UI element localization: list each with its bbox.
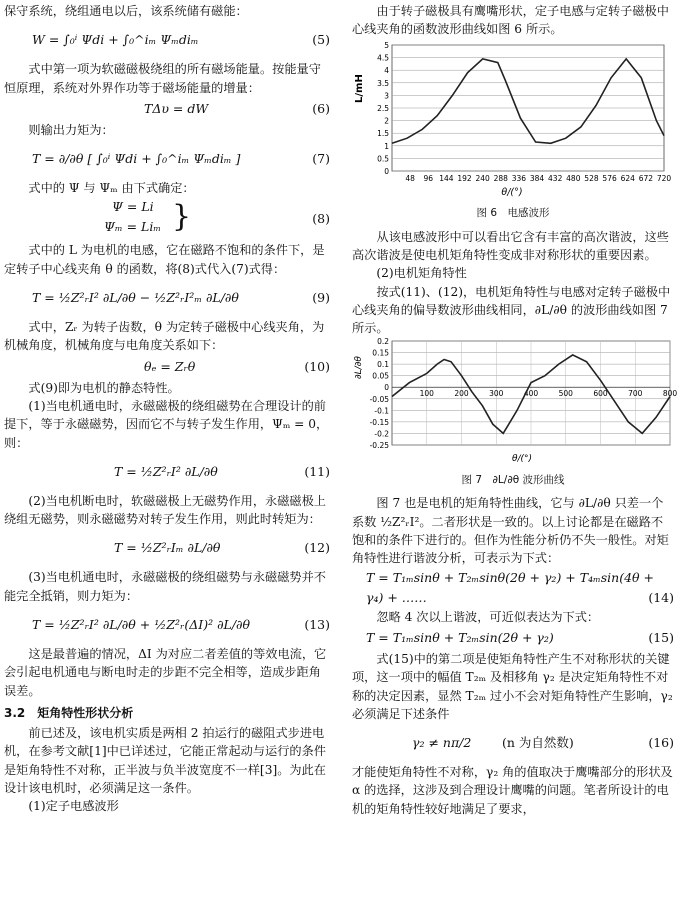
equation-16-condition: (n 为自然数) [502, 735, 574, 751]
equation-16-formula: γ₂ ≠ nπ/2 [412, 735, 472, 751]
x-tick-label: 100 [419, 389, 434, 399]
left-p4: 式中的 Ψ 与 Ψₘ 由下式确定： [28, 181, 195, 196]
x-tick-label: 288 [493, 173, 508, 183]
equation-11 [4, 452, 330, 492]
left-p12: 前已述及，该电机实质是两相 2 拍运行的磁阻式步进电机，在参考文献[1]中已详述过，它能正常起动与运行的条件是矩角特性不对称，正半波与负半波宽度不一样[3]。为此在设计该电机时，必须满足这一条件。 [4, 725, 326, 795]
left-p3: 则输出力矩为： [28, 122, 114, 137]
figure-6-caption: 图 6 电感波形 [476, 206, 550, 219]
equation-11-formula: T = ½Z²ᵣI² ∂L/∂θ [114, 463, 218, 479]
right-p3: (2)电机矩角特性 [376, 266, 467, 281]
x-tick-label: 144 [439, 173, 454, 183]
y-tick-label: -0.2 [374, 429, 389, 439]
y-tick-label: 4.5 [377, 53, 389, 63]
x-tick-label: 528 [584, 173, 599, 183]
x-tick-label: 500 [558, 389, 573, 399]
left-p6: 式中，Zᵣ 为转子齿数，θ 为定转子磁极中心线夹角，为机械角度，机械角度与电角度关系如下： [4, 320, 325, 353]
equation-13 [4, 605, 330, 645]
right-p2: 从该电感波形中可以看出它含有丰富的高次谐波，这些高次谐波是使电机矩角特性变成非对称形状的重要因素。 [352, 229, 669, 262]
equation-10 [4, 355, 330, 379]
section-heading: 3.2 矩角特性形状分析 [4, 705, 134, 720]
x-tick-label: 576 [602, 173, 617, 183]
figure-6-xlabel: θ/(°) [501, 186, 523, 198]
x-tick-label: 800 [662, 389, 678, 399]
left-p2: 式中第一项为软磁磁极绕组的所有磁场能量。按能量守恒原理，系统对外界作功等于磁场能量的增量： [4, 62, 321, 95]
y-tick-label: 0 [384, 383, 389, 393]
x-tick-label: 300 [489, 389, 504, 399]
y-tick-label: 3.5 [377, 78, 389, 88]
figure-6-chart [352, 39, 674, 199]
equation-6-number: (6) [312, 100, 330, 116]
left-p13: (1)定子电感波形 [28, 799, 119, 814]
left-p8: (1)当电机通电时，永磁磁极的绕组磁势在合理设计的前提下，等于永磁磁势，因而它不与转子发生作用，Ψₘ = 0，则： [4, 398, 329, 450]
figure-6-series-line [392, 58, 664, 142]
x-tick-label: 700 [628, 389, 643, 399]
right-column [352, 2, 678, 818]
x-tick-label: 200 [454, 389, 469, 399]
equation-8 [4, 197, 330, 241]
left-p9: (2)当电机断电时，软磁磁极上无磁势作用，永磁磁极上绕组无磁势，则永磁磁势对转子发生作用，则此时转矩为： [4, 493, 326, 527]
right-p4: 按式(11)、(12)，电机矩角特性与电感对定转子磁极中心线夹角的偏导数波形曲线相同，∂L/∂θ 的波形曲线如图 7 所示。 [352, 284, 671, 336]
equation-7-formula: T = ∂/∂θ [ ∫₀ⁱ Ψdi + ∫₀^iₘ Ψₘdiₘ ] [32, 151, 241, 167]
equation-14-formula: T = T₁ₘsinθ + T₂ₘsinθ(2θ + γ₂) + T₄ₘsin(4θ + γ₄) + …… [366, 569, 655, 605]
equation-13-number: (13) [304, 617, 330, 633]
right-p8: 才能使矩角特性不对称，γ₂ 角的值取决于鹰嘴部分的形状及 α 的选择，这涉及到合理设计鹰嘴的问题。笔者所设计的电机的矩角特性较好地满足了要求， [352, 765, 673, 816]
figure-6-ylabel: L/mH [354, 73, 365, 103]
left-column [4, 2, 330, 815]
x-tick-label: 192 [457, 173, 472, 183]
equation-8-line2: Ψₘ = Liₘ [104, 219, 162, 235]
x-tick-label: 96 [423, 173, 434, 183]
equation-12 [4, 528, 330, 568]
x-tick-label: 672 [638, 173, 654, 183]
figure-7-ylabel: ∂L/∂θ [354, 356, 364, 380]
equation-14-number: (14) [648, 589, 674, 605]
x-tick-label: 48 [405, 173, 415, 183]
right-p5: 图 7 也是电机的矩角特性曲线，它与 ∂L/∂θ 只差一个系数 ½Z²ᵣI²。二者形状是一致的。以上讨论都是在磁路不饱和的条件下进行的。但作为性能分析仍不失一般性。对矩角特性进行谐波分析，可表示为下式： [352, 496, 669, 566]
equation-10-number: (10) [304, 358, 330, 374]
y-tick-label: 1 [384, 141, 389, 151]
y-tick-label: 0.15 [372, 348, 389, 358]
x-tick-label: 720 [656, 173, 672, 183]
left-p10: (3)当电机通电时，永磁磁极的绕组磁势与永磁磁势并不能完全抵销，则力矩为： [4, 570, 326, 603]
y-tick-label: 0.05 [372, 372, 389, 382]
equation-15 [352, 626, 674, 650]
equation-5-number: (5) [312, 32, 330, 48]
left-p7: 式(9)即为电机的静态特性。 [28, 380, 180, 395]
equation-5-formula: W = ∫₀ⁱ Ψdi + ∫₀^iₘ Ψₘdiₘ [32, 32, 199, 48]
equation-9 [4, 278, 330, 318]
equation-15-number: (15) [648, 629, 674, 645]
y-tick-label: 2.5 [377, 103, 389, 113]
equation-8-line1: Ψ = Li [112, 199, 154, 215]
y-tick-label: 0.2 [377, 337, 389, 347]
x-tick-label: 336 [511, 173, 527, 183]
x-tick-label: 624 [620, 173, 635, 183]
y-tick-label: 5 [384, 40, 389, 50]
equation-15-formula: T = T₁ₘsinθ + T₂ₘsin(2θ + γ₂) [366, 629, 554, 645]
equation-7-number: (7) [312, 151, 330, 167]
y-tick-label: -0.1 [374, 406, 389, 416]
equation-16 [352, 723, 674, 763]
brace-symbol: } [172, 199, 192, 235]
left-p5: 式中的 L 为电机的电感，它在磁路不饱和的条件下，是定转子中心线夹角 θ 的函数，将(8)式代入(7)式得： [4, 243, 325, 276]
x-tick-label: 240 [475, 173, 490, 183]
y-tick-label: -0.25 [369, 441, 389, 451]
right-p7: 式(15)中的第二项是使矩角特性产生不对称形状的关键项，这一项中的幅值 T₂ₘ 及相移角 γ₂ 是决定矩角特性不对称的决定因素，显然 T₂ₘ 过小不会对矩角特性产生影响，γ₂ 必须满足下述条件 [352, 651, 673, 721]
y-tick-label: 2 [384, 116, 389, 126]
equation-8-number: (8) [312, 211, 330, 227]
y-tick-label: 0.1 [377, 360, 389, 370]
figure-7 [352, 337, 678, 488]
equation-6 [4, 97, 330, 121]
right-p6: 忽略 4 次以上谐波，可近似表达为下式： [376, 609, 600, 624]
x-tick-label: 480 [566, 173, 581, 183]
left-p11: 这是最普遍的情况，ΔI 为对应二者差值的等效电流，它会引起电机通电与断电时走的步距不完全相等，造成步距角误差。 [4, 647, 327, 698]
equation-6-formula: TΔυ = dW [144, 100, 209, 116]
figure-6 [352, 39, 674, 222]
equation-10-formula: θₑ = Zᵣθ [144, 358, 196, 374]
equation-9-formula: T = ½Z²ᵣI² ∂L/∂θ − ½Z²ᵣI²ₘ ∂L/∂θ [32, 290, 239, 306]
equation-7 [4, 139, 330, 179]
equation-11-number: (11) [304, 463, 330, 479]
left-p1: 保守系统，绕组通电以后，该系统储有磁能： [4, 4, 248, 18]
equation-14 [352, 568, 674, 608]
equation-16-number: (16) [648, 735, 674, 751]
y-tick-label: 0.5 [377, 153, 389, 163]
figure-7-caption: 图 7 ∂L/∂θ 波形曲线 [461, 473, 565, 486]
x-tick-label: 400 [523, 389, 539, 399]
equation-9-number: (9) [312, 290, 330, 306]
right-p1: 由于转子磁极具有鹰嘴形状，定子电感与定转子磁极中心线夹角的函数波形曲线如图 6 所示。 [352, 4, 669, 37]
y-tick-label: 0 [384, 166, 389, 176]
figure-7-chart [352, 337, 678, 465]
equation-13-formula: T = ½Z²ᵣI² ∂L/∂θ + ½Z²ᵣ(ΔI)² ∂L/∂θ [32, 617, 251, 633]
x-tick-label: 384 [529, 173, 545, 183]
y-tick-label: 1.5 [377, 128, 389, 138]
y-tick-label: 3 [384, 90, 389, 100]
equation-12-number: (12) [304, 540, 330, 556]
y-tick-label: -0.15 [369, 418, 389, 428]
equation-5 [4, 20, 330, 60]
x-tick-label: 600 [593, 389, 608, 399]
figure-7-xlabel: θ/(°) [511, 454, 533, 465]
y-tick-label: -0.05 [369, 395, 389, 405]
y-tick-label: 4 [384, 65, 389, 75]
x-tick-label: 432 [548, 173, 563, 183]
equation-12-formula: T = ½Z²ᵣIₘ ∂L/∂θ [114, 540, 221, 556]
